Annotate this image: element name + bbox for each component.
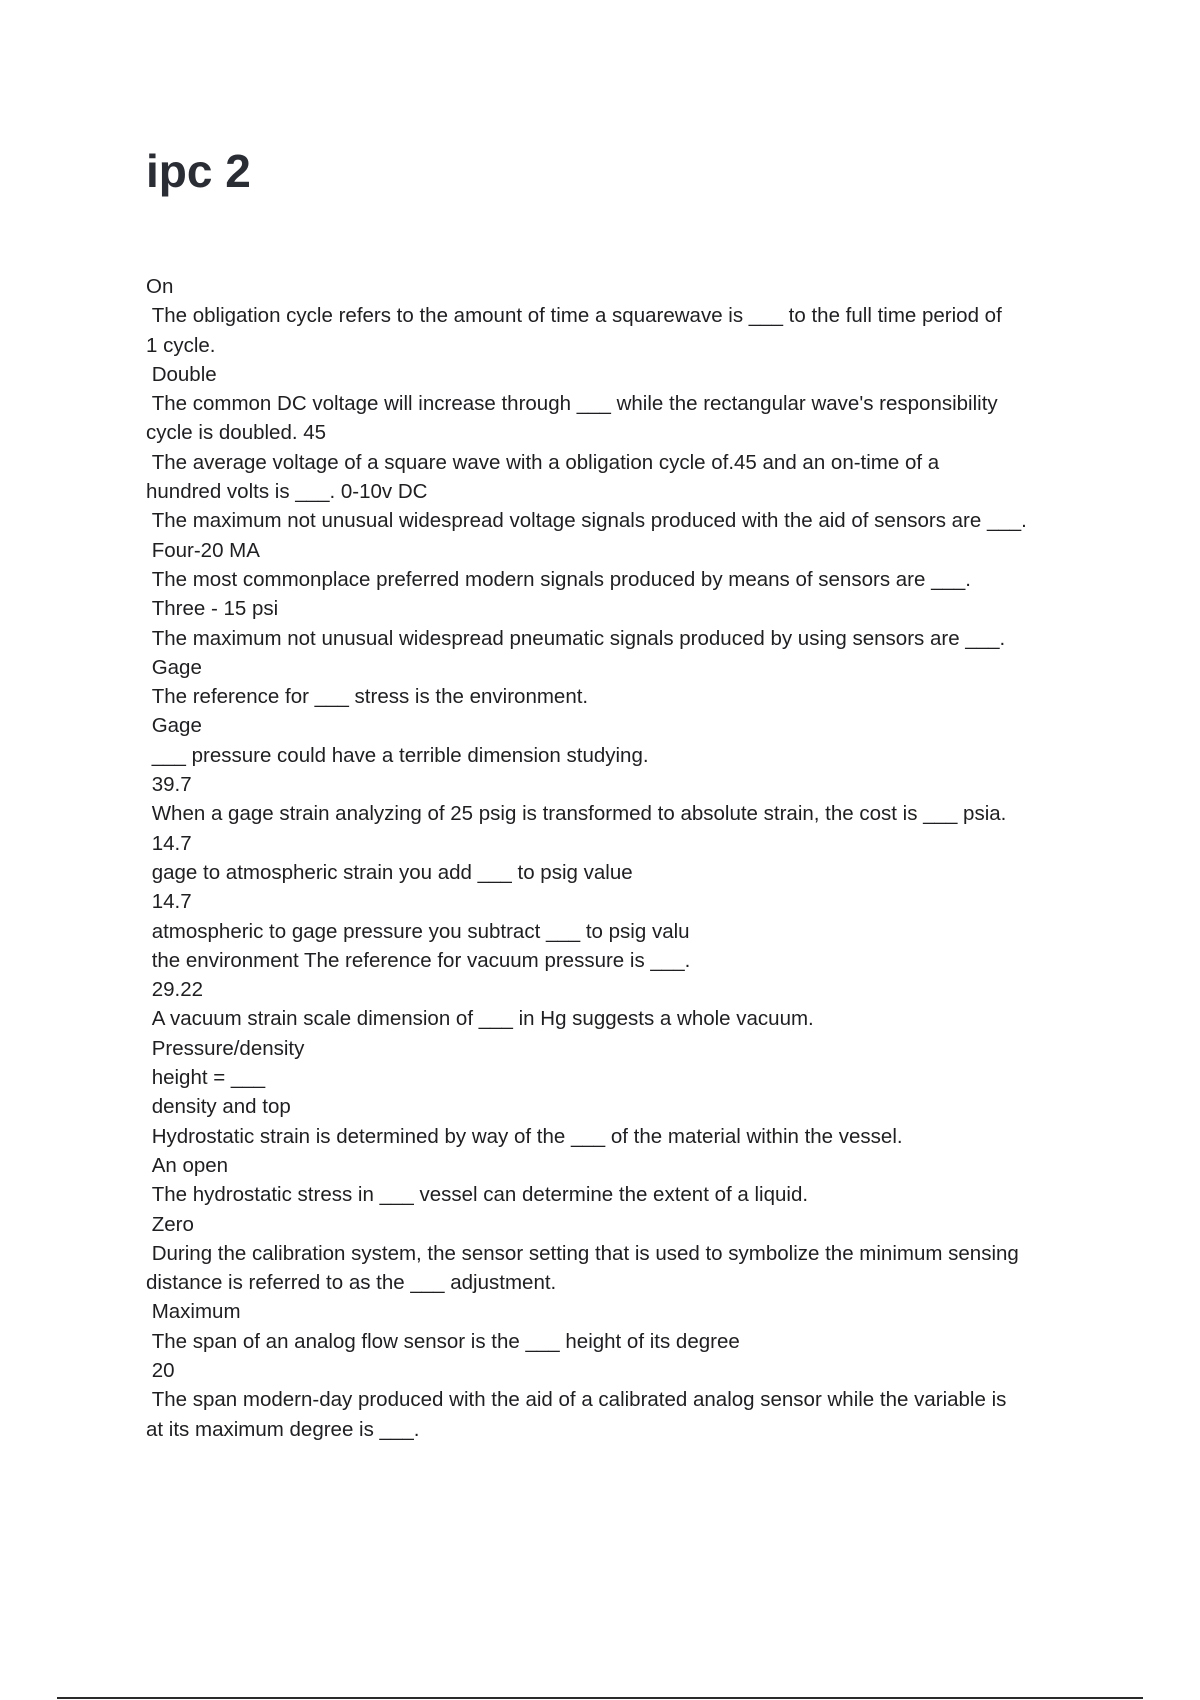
text-line: atmospheric to gage pressure you subtract ___ to psig valu	[146, 919, 690, 943]
text-line: The maximum not unusual widespread pneumatic signals produced by using sensors are ___.	[146, 626, 1006, 650]
text-line: An open	[146, 1153, 229, 1177]
text-line: distance is referred to as the ___ adjustment.	[146, 1271, 557, 1295]
text-line: gage to atmospheric strain you add ___ to psig value	[146, 860, 633, 884]
text-line: On	[146, 275, 174, 298]
text-line: 14.7	[146, 890, 192, 914]
text-line: Three - 15 psi	[146, 597, 279, 621]
text-line: The common DC voltage will increase through ___ while the rectangular wave's responsibility	[146, 392, 998, 416]
text-line: The maximum not unusual widespread voltage signals produced with the aid of sensors are ___.	[146, 509, 1027, 533]
text-line: Gage	[146, 655, 202, 679]
text-line: at its maximum degree is ___.	[146, 1417, 420, 1441]
document-body	[146, 272, 1096, 1444]
text-line: Double	[146, 362, 217, 386]
text-line: hundred volts is ___. 0-10v DC	[146, 480, 428, 504]
text-line: 14.7	[146, 831, 192, 855]
text-line: The average voltage of a square wave with a obligation cycle of.45 and an on-time of a	[146, 450, 940, 474]
text-line: The obligation cycle refers to the amount of time a squarewave is ___ to the full time period of	[146, 304, 1002, 328]
footer-divider	[57, 1697, 1143, 1699]
text-line: 39.7	[146, 773, 192, 797]
text-line: Four-20 MA	[146, 538, 260, 562]
text-line: The span modern-day produced with the aid of a calibrated analog sensor while the variable is	[146, 1388, 1007, 1412]
text-line: Hydrostatic strain is determined by way of the ___ of the material within the vessel.	[146, 1124, 903, 1148]
text-line: During the calibration system, the sensor setting that is used to symbolize the minimum sensing	[146, 1241, 1019, 1265]
text-line: 1 cycle.	[146, 333, 216, 357]
text-line: the environment The reference for vacuum pressure is ___.	[146, 948, 691, 972]
text-line: The hydrostatic stress in ___ vessel can determine the extent of a liquid.	[146, 1183, 809, 1207]
text-line: ___ pressure could have a terrible dimension studying.	[146, 743, 649, 767]
text-line: A vacuum strain scale dimension of ___ in Hg suggests a whole vacuum.	[146, 1007, 814, 1031]
text-line: Zero	[146, 1212, 194, 1236]
text-line: Maximum	[146, 1300, 241, 1324]
text-line: density and top	[146, 1095, 291, 1119]
text-line: cycle is doubled. 45	[146, 421, 327, 445]
text-line: Gage	[146, 714, 202, 738]
text-line: height = ___	[146, 1066, 266, 1090]
text-line: The most commonplace preferred modern signals produced by means of sensors are ___.	[146, 567, 971, 591]
text-line: The span of an analog flow sensor is the ___ height of its degree	[146, 1329, 740, 1353]
page-title: ipc 2	[146, 145, 251, 197]
text-line: When a gage strain analyzing of 25 psig is transformed to absolute strain, the cost is ___ psia.	[146, 802, 1007, 826]
text-line: 20	[146, 1358, 175, 1382]
text-line: The reference for ___ stress is the environment.	[146, 685, 589, 709]
text-line: 29.22	[146, 978, 204, 1002]
text-line: Pressure/density	[146, 1036, 305, 1060]
